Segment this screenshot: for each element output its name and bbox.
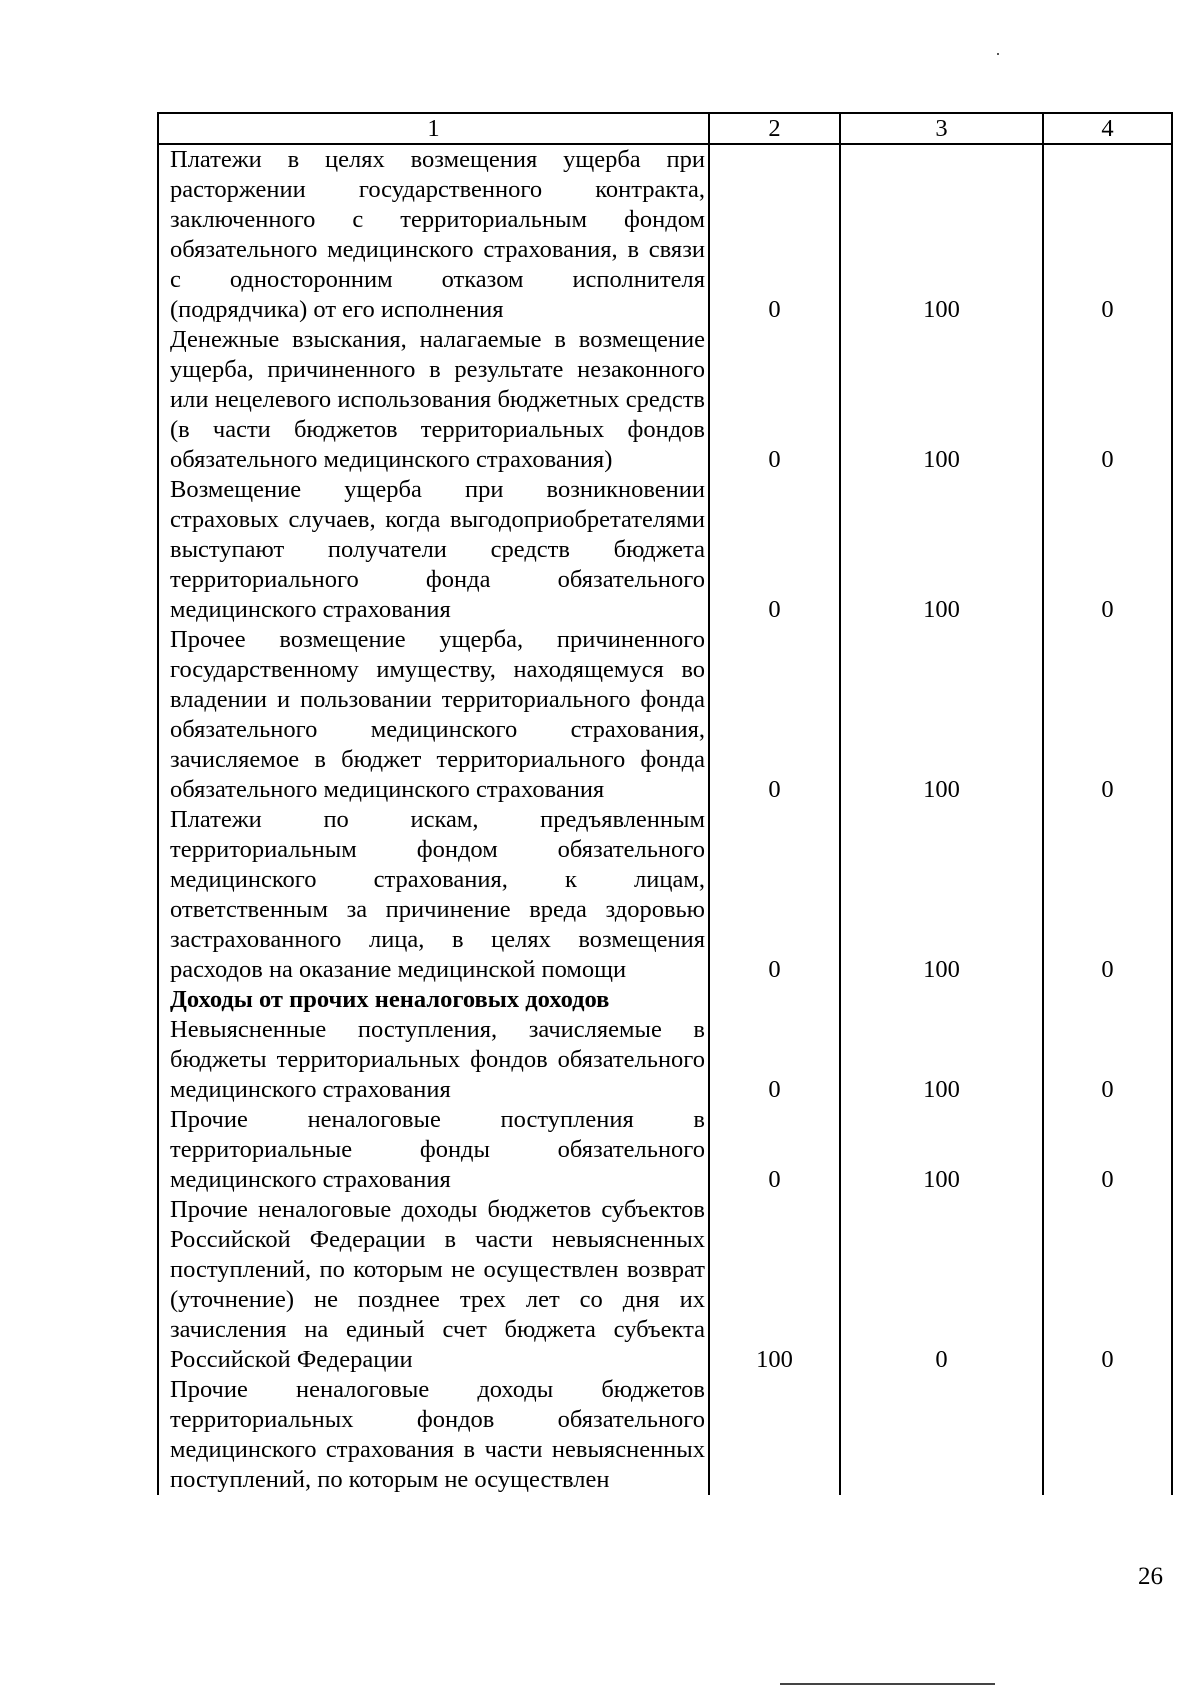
row-value-col3 [840,985,1043,1015]
row-value-col3 [840,1375,1043,1495]
table-body [158,144,1172,1495]
row-name-cell: Доходы от прочих неналоговых доходов [158,985,709,1015]
row-value-col4 [1043,1375,1172,1495]
table-row [158,805,1172,985]
row-value-col2: 0 [709,1015,840,1105]
row-value-col4: 0 [1043,625,1172,805]
revenue-distribution-table [157,112,1173,1495]
row-name-cell: Прочие неналоговые доходы бюджетов территориальных фондов обязательного медицинского страхования в части невыясненных поступлений, по которым не осуществлен [158,1375,709,1495]
row-value-col3: 100 [840,625,1043,805]
column-header-2: 2 [709,113,840,144]
table-row [158,1105,1172,1195]
row-name-cell: Невыясненные поступления, зачисляемые в бюджеты территориальных фондов обязательного медицинского страхования [158,1015,709,1105]
row-value-col3: 100 [840,475,1043,625]
row-value-col3: 100 [840,805,1043,985]
table-row [158,1015,1172,1105]
table-header-row [158,113,1172,144]
row-value-col2: 0 [709,325,840,475]
table-row [158,1375,1172,1495]
column-header-3: 3 [840,113,1043,144]
row-name-cell: Платежи в целях возмещения ущерба при расторжении государственного контракта, заключенного с территориальным фондом обязательного медицинского страхования, в связи с односторонним отказом исполнителя (подрядчика) от его исполнения [158,144,709,325]
row-value-col4: 0 [1043,1105,1172,1195]
table-row [158,985,1172,1015]
row-name-cell: Возмещение ущерба при возникновении страховых случаев, когда выгодоприобретателями выступают получатели средств бюджета территориального фонда обязательного медицинского страхования [158,475,709,625]
table-row [158,625,1172,805]
row-value-col4: 0 [1043,475,1172,625]
page-number: 26 [1138,1563,1163,1590]
row-value-col2: 0 [709,1105,840,1195]
row-value-col2: 0 [709,805,840,985]
scan-speck [997,53,999,55]
row-value-col4: 0 [1043,144,1172,325]
row-name-cell: Прочие неналоговые доходы бюджетов субъектов Российской Федерации в части невыясненных поступлений, по которым не осуществлен возврат (уточнение) не позднее трех лет со дня их зачисления на единый счет бюджета субъекта Российской Федерации [158,1195,709,1375]
row-value-col3: 100 [840,144,1043,325]
row-value-col2: 0 [709,144,840,325]
row-value-col2: 0 [709,625,840,805]
row-value-col2 [709,1375,840,1495]
row-name-cell: Прочее возмещение ущерба, причиненного государственному имуществу, находящемуся во владении и пользовании территориального фонда обязательного медицинского страхования, зачисляемое в бюджет территориального фонда обязательного медицинского страхования [158,625,709,805]
column-header-4: 4 [1043,113,1172,144]
table-row [158,325,1172,475]
row-value-col4 [1043,985,1172,1015]
row-value-col3: 100 [840,1015,1043,1105]
row-value-col3: 0 [840,1195,1043,1375]
row-value-col4: 0 [1043,1195,1172,1375]
table-row [158,144,1172,325]
table-row [158,475,1172,625]
column-header-1: 1 [158,113,709,144]
row-value-col4: 0 [1043,325,1172,475]
row-value-col2 [709,985,840,1015]
row-name-cell: Денежные взыскания, налагаемые в возмещение ущерба, причиненного в результате незаконного или нецелевого использования бюджетных средств (в части бюджетов территориальных фондов обязательного медицинского страхования) [158,325,709,475]
row-value-col3: 100 [840,325,1043,475]
row-value-col4: 0 [1043,805,1172,985]
row-value-col2: 100 [709,1195,840,1375]
row-value-col3: 100 [840,1105,1043,1195]
row-name-cell: Платежи по искам, предъявленным территориальным фондом обязательного медицинского страхования, к лицам, ответственным за причинение вреда здоровью застрахованного лица, в целях возмещения расходов на оказание медицинской помощи [158,805,709,985]
row-value-col4: 0 [1043,1015,1172,1105]
row-value-col2: 0 [709,475,840,625]
table-row [158,1195,1172,1375]
row-name-cell: Прочие неналоговые поступления в территориальные фонды обязательного медицинского страхования [158,1105,709,1195]
